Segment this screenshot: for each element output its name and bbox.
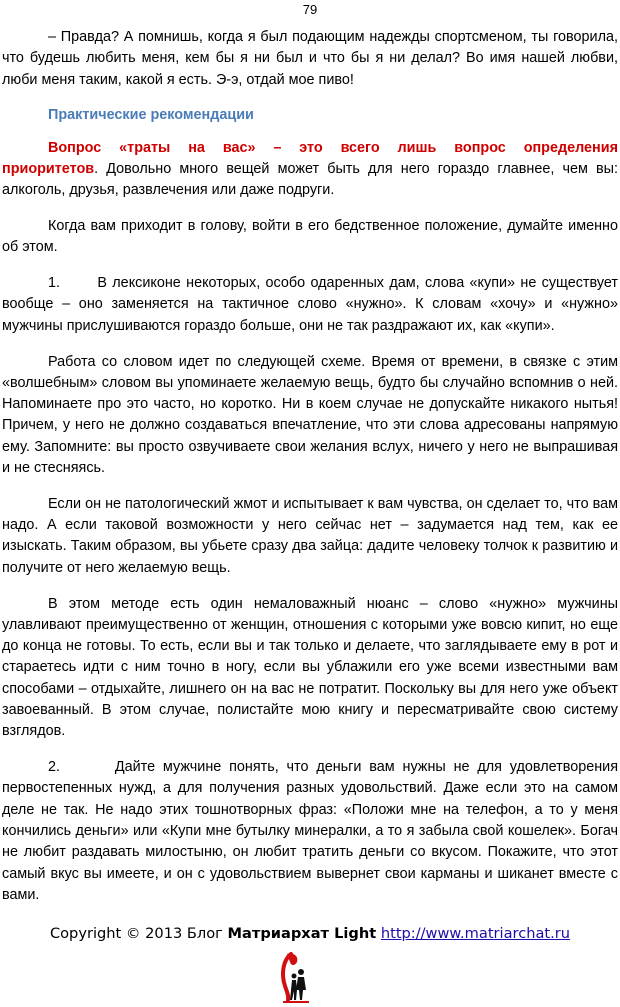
paragraph-priorities-rest: . Довольно много вещей может быть для него гораздо главнее, чем вы: алкоголь, друзья, развлечения или даже подруги.: [2, 160, 618, 199]
paragraph-point-2: 2. Дайте мужчине понять, что деньги вам нужны не для удовлетворения первостепенных нужд, а для получения разных удовольствий. Даже если это на самом деле не так. Не надо этих тошнотворных фраз: «Положи мне на телефон, а то у меня кончились деньги» или «Купи мне бутылку минералки, а то я забыла свой кошелек». Богач не любит раздавать милостыню, он любит тратить деньги со вкусом. Покажите, что этот самый вкус вы имеете, и он с удовольствием вывернет свои карманы и шиканет вместе с вами.: [2, 759, 618, 903]
section-heading: Практические рекомендации: [48, 107, 254, 124]
paragraph-priorities: [2, 138, 618, 202]
paragraph-result: Если он не патологический жмот и испытывает к вам чувства, он сделает то, что вам надо. А если таковой возможности у него сейчас нет – задумается над тем, как ее изыскать. Таким образом, вы убьете сразу два зайца: дадите человеку толчок к развитию и получите от него желаемую вещь.: [2, 495, 618, 576]
footer-link[interactable]: http://www.matriarchat.ru: [380, 925, 571, 942]
paragraph-point-1: 1. В лексиконе некоторых, особо одаренных дам, слова «купи» не существует вообще – оно заменяется на тактичное слово «нужно». К словам «хочу» и «нужно» мужчины прислушиваются гораздо больше, они не так раздражают их, как «купи».: [2, 275, 618, 334]
paragraph-nuance: В этом методе есть один немаловажный нюанс – слово «нужно» мужчины улавливают преимущественно от женщин, отношения с которыми уже вовсю кипит, но еще до конца не готовы. То есть, если вы и так только и делаете, что заглядываете ему в рот и стараетесь идти с ним точно в ногу, если вы ублажили его уже всеми известными вам способами – отдыхайте, лишнего он на вас не потратит. Поскольку вы для него уже объект завоеванный. В этом случае, полистайте мою книгу и пересматривайте свою систему взглядов.: [2, 595, 618, 740]
page-content: [0, 27, 620, 921]
page-footer: [0, 925, 620, 942]
paragraph-dialogue: – Правда? А помнишь, когда я был подающим надежды спортсменом, ты говорила, что будешь любить меня, кем бы я ни был и что бы я ни делал? Во имя нашей любви, люби меня таким, какой я есть. Э-э, отдай мое пиво!: [2, 29, 618, 88]
footer-copyright: Copyright © 2013 Блог: [49, 925, 228, 942]
paragraph-think: Когда вам приходит в голову, войти в его бедственное положение, думайте именно об этом.: [2, 218, 618, 256]
paragraph-scheme: Работа со словом идет по следующей схеме. Время от времени, в связке с этим «волшебным» словом вы упоминаете желаемую вещь, будто бы случайно вспомнив о ней. Напоминаете про это часто, но коротко. Ни в коем случае не допускайте никакого нытья! Причем, у него не должно создаваться впечатление, что эти слова адресованы напрямую ему. Запомните: вы просто озвучиваете свои желания вслух, ничего у него не выпрашивая и не стесняясь.: [2, 353, 618, 477]
footer-brand: Матриархат Light: [227, 925, 377, 942]
emphasis-text: Вопрос «траты на вас» – это всего лишь вопрос определения приоритетов: [2, 139, 618, 177]
matriarchat-logo-icon: [277, 950, 313, 1004]
page-number: 79: [302, 2, 318, 17]
